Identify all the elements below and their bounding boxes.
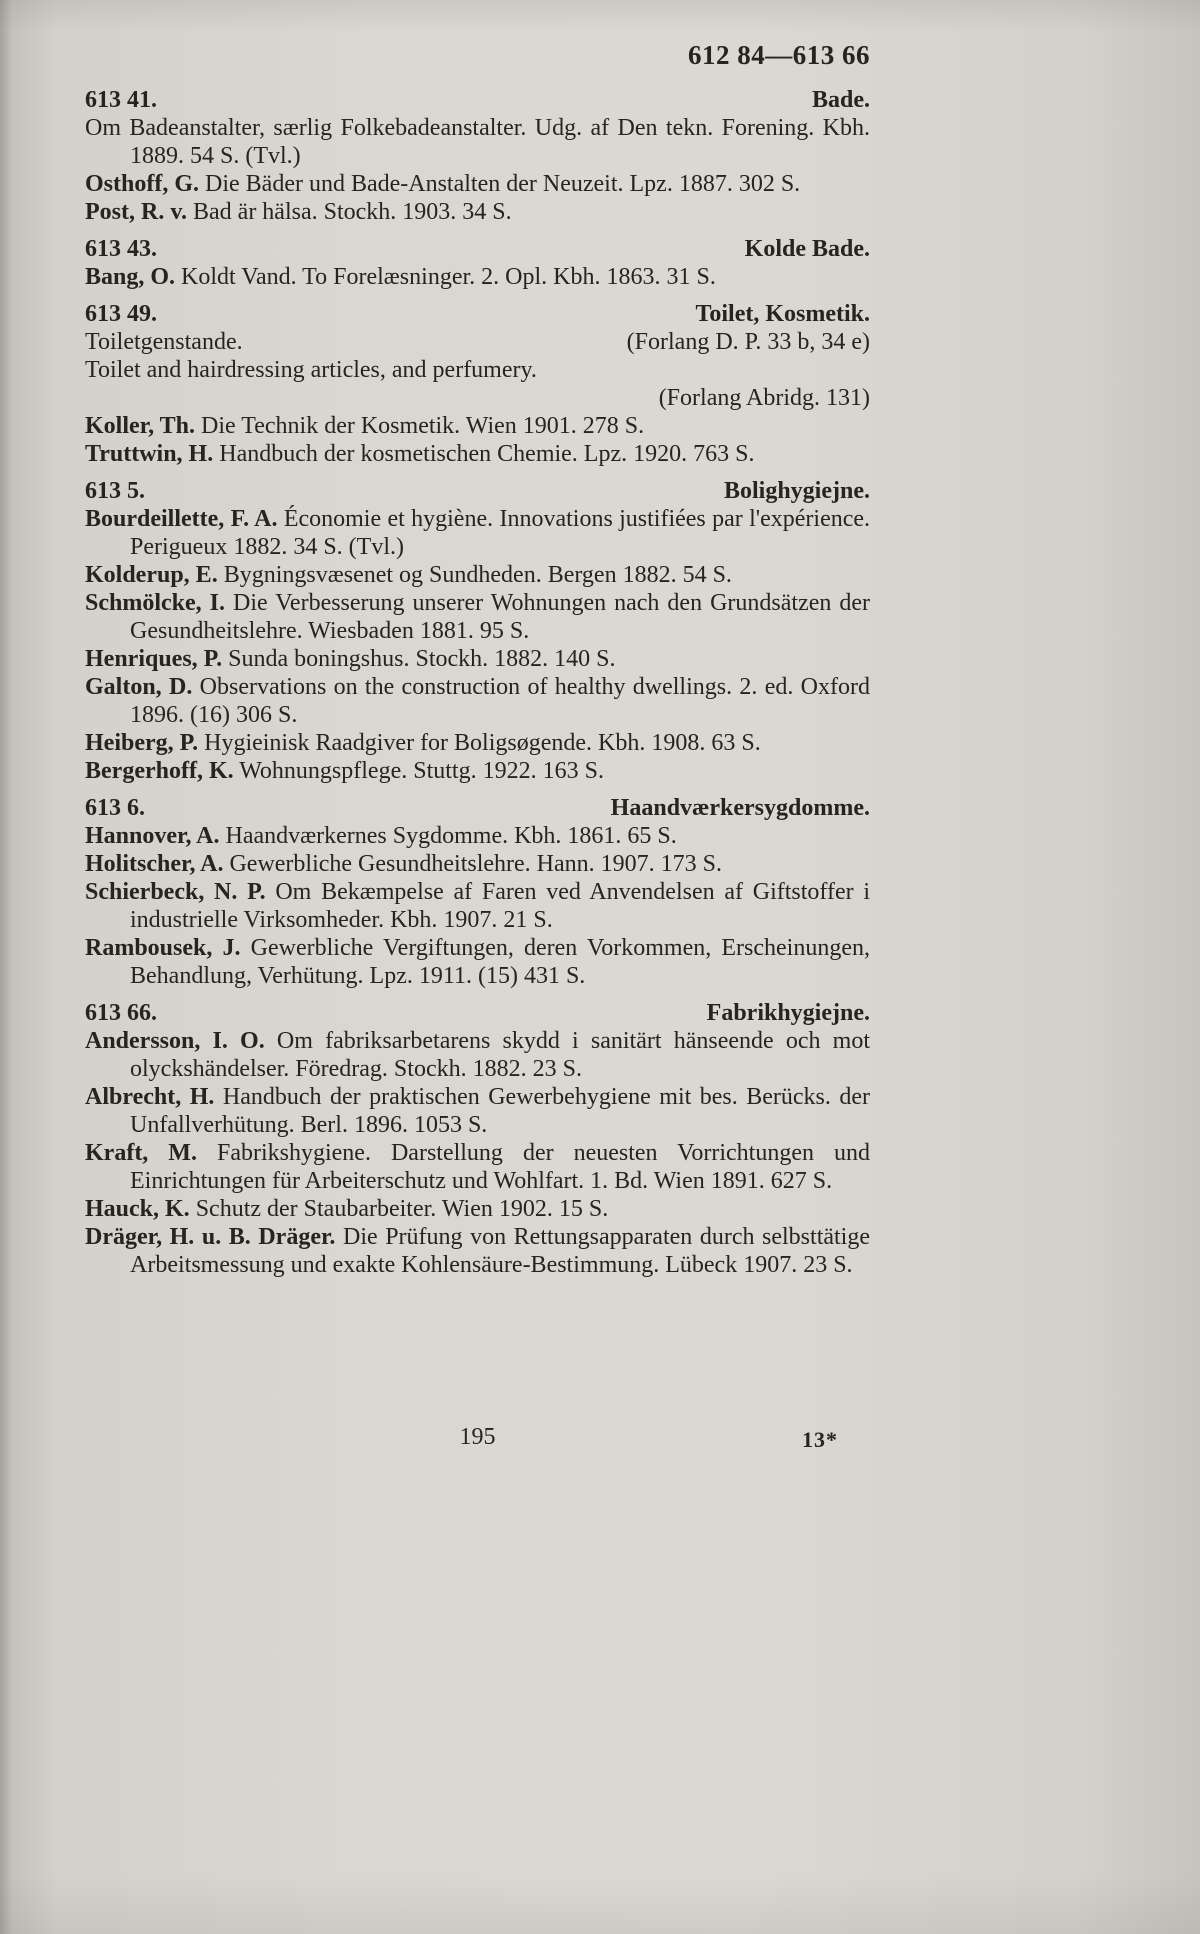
bibliography-section [85, 999, 870, 1279]
bibliography-entry [85, 1027, 870, 1083]
entry-text: Hygieinisk Raadgiver for Boligsøgende. Kbh. 1908. 63 S. [204, 730, 761, 756]
section-title: Kolde Bade. [744, 236, 870, 262]
entry-author: Hauck, K. [85, 1196, 190, 1222]
entry-text: Sunda boningshus. Stockh. 1882. 140 S. [228, 646, 616, 672]
entry-text: Fabrikshygiene. Darstellung der neuesten Vorrichtungen und Einrichtungen für Arbeiterschutz und Wohlfart. 1. Bd. Wien 1891. 627 S. [130, 1140, 871, 1194]
section-code: 613 66. [85, 1000, 157, 1026]
entry-text: Toilet and hairdressing articles, and perfumery. [85, 357, 537, 383]
entry-text: Schutz der Staubarbeiter. Wien 1902. 15 S. [195, 1196, 609, 1222]
section-title: Haandværkersygdomme. [610, 795, 870, 821]
page-number: 195 [459, 1424, 496, 1450]
bibliography-section [85, 300, 870, 468]
bibliography-content [85, 86, 870, 1279]
entry-text: Die Prüfung von Rettungsapparaten durch selbsttätige Arbeitsmessung und exakte Kohlensäure-Bestimmung. Lübeck 1907. 23 S. [130, 1224, 871, 1278]
bibliography-entry [85, 589, 870, 645]
entry-author: Albrecht, H. [85, 1084, 215, 1110]
entry-text: Bygningsvæsenet og Sundheden. Bergen 1882. 54 S. [223, 562, 732, 588]
bibliography-entry [85, 673, 870, 729]
entry-text: Haandværkernes Sygdomme. Kbh. 1861. 65 S. [225, 823, 677, 849]
bibliography-section [85, 477, 870, 785]
entry-author: Kraft, M. [85, 1140, 197, 1166]
section-title: Bolighygiejne. [723, 478, 870, 504]
entry-text: Die Bäder und Bade-Anstalten der Neuzeit. Lpz. 1887. 302 S. [205, 171, 801, 197]
entry-text: Om Bekæmpelse af Faren ved Anvendelsen af Giftstoffer i industrielle Virksomheder. Kbh. 1907. 21 S. [130, 879, 871, 933]
entry-author: Andersson, I. O. [85, 1028, 265, 1054]
entry-author: Kolderup, E. [85, 562, 218, 588]
entry-text: Observations on the construction of healthy dwellings. 2. ed. Oxford 1896. (16) 306 S. [130, 674, 870, 728]
entry-text: Koldt Vand. To Forelæsninger. 2. Opl. Kbh. 1863. 31 S. [181, 264, 716, 290]
entry-author: Truttwin, H. [85, 441, 214, 467]
entry-author: Post, R. v. [85, 199, 187, 225]
entry-author: Hannover, A. [85, 823, 220, 849]
bibliography-entry [85, 822, 870, 850]
entry-author: Heiberg, P. [85, 730, 199, 756]
entry-reference-note: (Forlang D. P. 33 b, 34 e) [626, 329, 870, 355]
entry-author: Osthoff, G. [85, 171, 199, 197]
section-header [85, 86, 870, 114]
bibliography-entry [85, 263, 870, 291]
bibliography-entry [85, 412, 870, 440]
entry-reference-note: (Forlang Abridg. 131) [658, 385, 870, 411]
bibliography-section [85, 235, 870, 291]
bibliography-entry [85, 850, 870, 878]
entry-text: Die Technik der Kosmetik. Wien 1901. 278 S. [201, 413, 645, 439]
bibliography-entry [85, 1083, 870, 1139]
bibliography-entry [85, 1139, 870, 1195]
bibliography-entry [85, 505, 870, 561]
bibliography-entry [85, 645, 870, 673]
bibliography-entry [85, 198, 870, 226]
section-code: 613 5. [85, 478, 145, 504]
section-header [85, 999, 870, 1027]
entry-text: Om fabriksarbetarens skydd i sanitärt hänseende och mot olyckshändelser. Föredrag. Stockh. 1882. 23 S. [130, 1028, 871, 1082]
bibliography-section [85, 794, 870, 990]
entry-author: Koller, Th. [85, 413, 196, 439]
section-title: Toilet, Kosmetik. [695, 301, 870, 327]
entry-text: Wohnungspflege. Stuttg. 1922. 163 S. [239, 758, 604, 784]
bibliography-entry [85, 878, 870, 934]
section-code: 613 6. [85, 795, 145, 821]
entry-text: Gewerbliche Vergiftungen, deren Vorkommen, Erscheinungen, Behandlung, Verhütung. Lpz. 1911. (15) 431 S. [130, 935, 871, 989]
entry-text: Handbuch der praktischen Gewerbehygiene mit bes. Berücks. der Unfallverhütung. Berl. 1896. 1053 S. [130, 1084, 871, 1138]
entry-author: Holitscher, A. [85, 851, 224, 877]
entry-author: Galton, D. [85, 674, 193, 700]
entry-author: Schierbeck, N. P. [85, 879, 266, 905]
bibliography-entry [85, 114, 870, 170]
signature-mark: 13* [802, 1427, 838, 1452]
bibliography-entry [85, 729, 870, 757]
entry-text: Handbuch der kosmetischen Chemie. Lpz. 1920. 763 S. [219, 441, 755, 467]
section-header [85, 300, 870, 328]
bibliography-entry [85, 440, 870, 468]
bibliography-entry [85, 328, 870, 356]
entry-author: Bourdeillette, F. A. [85, 506, 278, 532]
entry-author: Bergerhoff, K. [85, 758, 234, 784]
bibliography-entry [85, 1195, 870, 1223]
bibliography-entry [85, 170, 870, 198]
bibliography-entry [85, 757, 870, 785]
running-header: 612 84—613 66 [688, 40, 870, 70]
entry-author: Dräger, H. u. B. Dräger. [85, 1224, 336, 1250]
page-footer [85, 1424, 870, 1451]
bibliography-entry [85, 934, 870, 990]
entry-text: Gewerbliche Gesundheitslehre. Hann. 1907. 173 S. [229, 851, 723, 877]
entry-text: Économie et hygiène. Innovations justifiées par l'expérience. Perigueux 1882. 34 S. (Tvl.) [130, 506, 871, 560]
entry-author: Bang, O. [85, 264, 176, 290]
section-code: 613 43. [85, 236, 157, 262]
section-header [85, 235, 870, 263]
section-title: Bade. [811, 87, 870, 113]
bibliography-entry [85, 1223, 870, 1279]
section-code: 613 49. [85, 301, 157, 327]
section-code: 613 41. [85, 87, 157, 113]
entry-text: Bad är hälsa. Stockh. 1903. 34 S. [193, 199, 512, 225]
section-header [85, 477, 870, 505]
bibliography-section [85, 86, 870, 226]
entry-author: Henriques, P. [85, 646, 223, 672]
entry-text: Die Verbesserung unserer Wohnungen nach den Grundsätzen der Gesundheitslehre. Wiesbaden 1881. 95 S. [130, 590, 871, 644]
bibliography-entry [85, 356, 870, 384]
entry-author: Rambousek, J. [85, 935, 241, 961]
entry-text: Toiletgenstande. [85, 329, 243, 355]
section-title: Fabrikhygiejne. [706, 1000, 870, 1026]
bibliography-entry [85, 561, 870, 589]
entry-author: Schmölcke, I. [85, 590, 226, 616]
section-header [85, 794, 870, 822]
entry-text: Om Badeanstalter, særlig Folkebadeanstalter. Udg. af Den tekn. Forening. Kbh. 1889. 54 S. (Tvl.) [85, 115, 870, 169]
